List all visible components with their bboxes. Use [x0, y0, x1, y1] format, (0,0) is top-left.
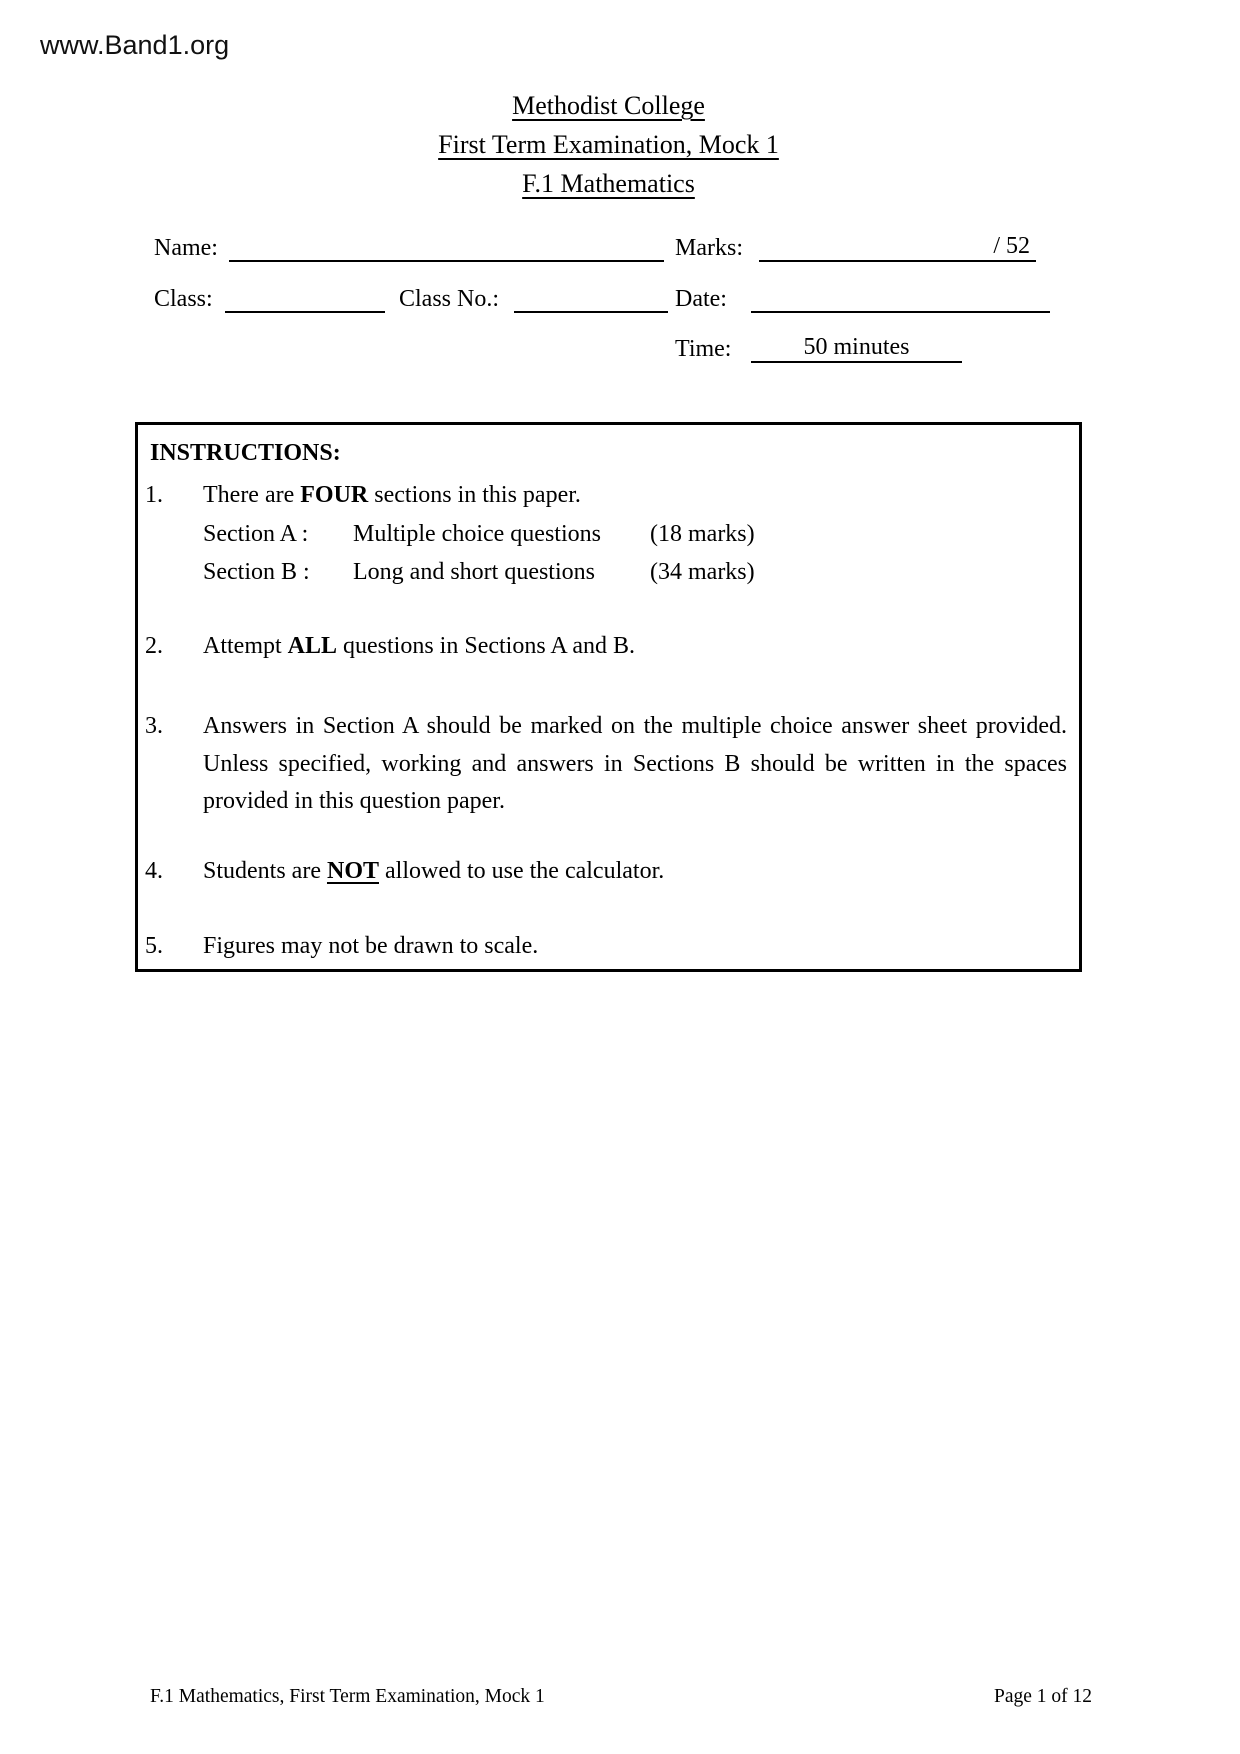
instructions-box — [135, 422, 1082, 972]
item-4-text: Students are NOT allowed to use the calculator. — [203, 858, 665, 884]
item-3-paragraph — [203, 708, 1067, 821]
item-3-line-1: Answers in Section A should be marked on the multiple choice answer sheet provided. — [203, 713, 1067, 739]
item-2-number: 2. — [145, 633, 163, 659]
watermark-text: www.Band1.org — [40, 30, 230, 60]
item-2-text: Attempt ALL questions in Sections A and B. — [203, 633, 636, 659]
time-field-line — [751, 331, 962, 363]
page-footer — [150, 1686, 1092, 1708]
time-value: 50 minutes — [803, 334, 910, 360]
item-1-number: 1. — [145, 482, 163, 508]
marks-total-value: / 52 — [993, 233, 1030, 259]
school-name: Methodist College — [512, 91, 705, 120]
time-label: Time: — [675, 336, 732, 362]
item-5-number: 5. — [145, 933, 163, 959]
date-field-line — [751, 281, 1050, 313]
exam-title-block — [135, 86, 1082, 203]
item-2-bold: ALL — [287, 633, 338, 659]
section-b-desc: Long and short questions — [353, 559, 595, 585]
subject-name: F.1 Mathematics — [522, 169, 695, 198]
item-1-text: There are FOUR sections in this paper. — [203, 482, 581, 508]
item-5-text: Figures may not be drawn to scale. — [203, 933, 539, 959]
class-no-field-line — [514, 281, 668, 313]
section-a-marks: (18 marks) — [650, 521, 755, 547]
name-label: Name: — [154, 235, 218, 261]
footer-document-title: F.1 Mathematics, First Term Examination, Mock 1 — [150, 1686, 545, 1707]
class-no-label: Class No.: — [399, 286, 500, 312]
item-3-line-2: Unless specified, working and answers in Sections B should be written in the spaces — [203, 750, 1067, 777]
name-field-line — [229, 230, 664, 262]
marks-label: Marks: — [675, 235, 743, 261]
class-label: Class: — [154, 286, 213, 312]
item-4-bold-underline: NOT — [326, 858, 379, 884]
instructions-heading: INSTRUCTIONS: — [150, 440, 341, 466]
section-a-label: Section A : — [203, 521, 309, 547]
item-4-number: 4. — [145, 858, 163, 884]
section-b-marks: (34 marks) — [650, 559, 755, 585]
item-3-line-3: provided in this question paper. — [203, 788, 505, 814]
footer-page-number: Page 1 of 12 — [993, 1686, 1092, 1707]
class-field-line — [225, 281, 385, 313]
date-label: Date: — [675, 286, 727, 312]
marks-field-line — [759, 230, 1036, 262]
exam-name: First Term Examination, Mock 1 — [438, 130, 779, 159]
item-1-bold: FOUR — [300, 482, 369, 508]
section-b-label: Section B : — [203, 559, 310, 585]
item-3-number: 3. — [145, 713, 163, 739]
section-a-desc: Multiple choice questions — [353, 521, 601, 547]
